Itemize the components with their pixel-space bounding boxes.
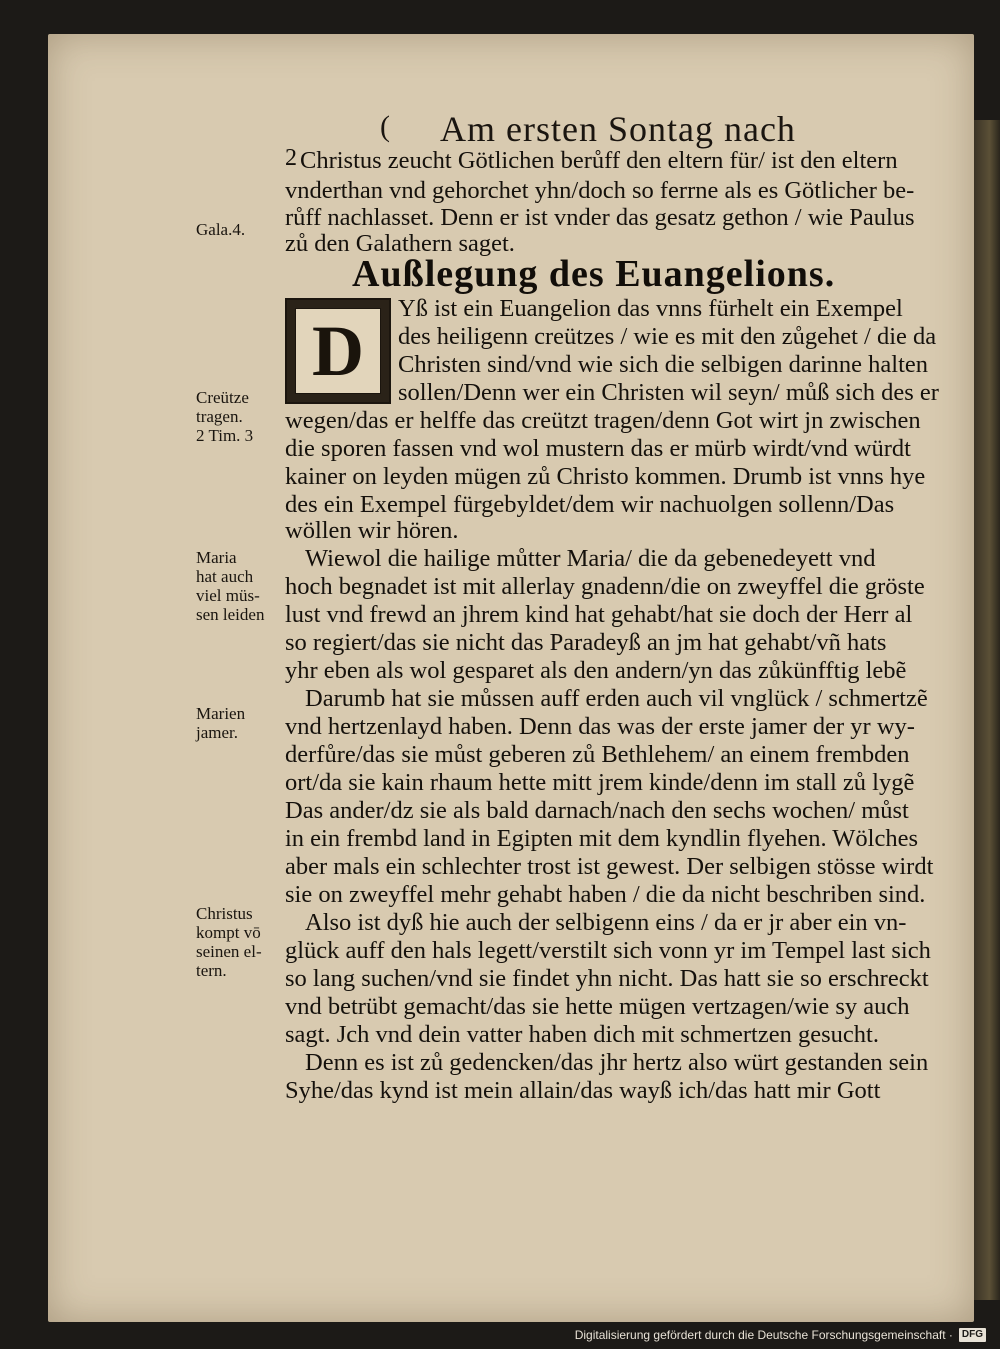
body-line: sagt. Jch vnd dein vatter haben dich mit schmertzen gesucht. xyxy=(285,1021,879,1048)
body-line: so regiert/das sie nicht das Paradeyß an jm hat gehabt/vñ hats xyxy=(285,629,887,656)
verse-line: zů den Galathern saget. xyxy=(285,230,515,257)
body-line: sollen/Denn wer ein Christen wil seyn/ můß sich des er xyxy=(398,379,939,406)
marginal-note-line: hat auch xyxy=(196,567,254,586)
body-line: in ein frembd land in Egipten mit dem kyndlin flyehen. Wölches xyxy=(285,825,919,852)
marginal-note-marien-jamer xyxy=(196,704,278,742)
body-line: wöllen wir hören. xyxy=(285,517,459,544)
body-line: hoch begnadet ist mit allerlay gnadenn/die on zweyffel die gröste xyxy=(285,573,925,600)
body-line: wegen/das er helffe das creützt tragen/denn Got wirt jn zwischen xyxy=(285,407,921,434)
marginal-note-line: viel müs- xyxy=(196,586,260,605)
body-line: des heiligenn creützes / wie es mit den zůgehet / die da xyxy=(398,323,937,350)
body-line: des ein Exempel fürgebyldet/dem wir nachuolgen sollenn/Das xyxy=(285,491,895,518)
section-heading: Außlegung des Euangelions. xyxy=(352,253,836,295)
footer-text: Digitalisierung gefördert durch die Deutsche Forschungsgemeinschaft · xyxy=(574,1328,953,1342)
marginal-note-line: Gala.4. xyxy=(196,220,246,239)
body-line: derfůre/das sie můst geberen zů Bethlehem/ an einem frembden xyxy=(285,741,910,768)
marginal-note-maria xyxy=(196,548,278,624)
body-line: Das ander/dz sie als bald darnach/nach den sechs wochen/ můst xyxy=(285,797,909,824)
verse-line: vnderthan vnd gehorchet yhn/doch so ferrne als es Götlicher be- xyxy=(285,177,915,204)
marginal-note-line: Creütze xyxy=(196,388,249,407)
dfg-logo: DFG xyxy=(959,1328,986,1342)
marginal-note-line: Marien xyxy=(196,704,246,723)
body-line: ort/da sie kain rhaum hette mitt jrem kinde/denn im stall zů lygẽ xyxy=(285,769,915,796)
body-line: aber mals ein schlechter trost ist gewest. Der selbigen stösse wirdt xyxy=(285,853,934,880)
body-line: so lang suchen/vnd sie findet yhn nicht. Das hatt sie so erschreckt xyxy=(285,965,929,992)
body-line: Also ist dyß hie auch der selbigenn eins / da er jr aber ein vn- xyxy=(305,909,907,936)
marginal-note-line: tern. xyxy=(196,961,227,980)
body-line: yhr eben als wol gesparet als den andern/yn das zůkünfftig lebẽ xyxy=(285,657,907,684)
marginal-note-line: sen leiden xyxy=(196,605,265,624)
marginal-note-line: seinen el- xyxy=(196,942,262,961)
body-line: Darumb hat sie můssen auff erden auch vil vnglück / schmertzẽ xyxy=(305,685,928,712)
marginal-note-line: jamer. xyxy=(196,723,239,742)
marginal-note-line: kompt vō xyxy=(196,923,261,942)
marginal-note-galatians xyxy=(196,220,278,239)
marginal-note-christus xyxy=(196,904,278,980)
digitization-footer xyxy=(575,1328,986,1342)
header-mark: ( xyxy=(380,110,390,143)
body-line: Syhe/das kynd ist mein allain/das wayß ich/das hatt mir Gott xyxy=(285,1077,881,1104)
body-line: Wiewol die hailige můtter Maria/ die da gebenedeyett vnd xyxy=(305,545,876,572)
body-line: vnd hertzenlayd haben. Denn das was der erste jamer der yr wy- xyxy=(285,713,915,740)
body-line: vnd betrübt gemacht/das sie hette mügen vertzagen/wie sy auch xyxy=(285,993,910,1020)
body-line: glück auff den hals legett/verstilt sich vonn yr im Tempel last sich xyxy=(285,937,931,964)
verse-line: Christus zeucht Götlichen berůff den eltern für/ ist den eltern xyxy=(300,147,898,174)
body-line: lust vnd frewd an jhrem kind hat gehabt/hat sie doch der Herr al xyxy=(285,601,913,628)
marginal-note-line: tragen. xyxy=(196,407,243,426)
marginal-note-line: Maria xyxy=(196,548,237,567)
marginal-note-cross xyxy=(196,388,278,445)
marginal-note-line: Christus xyxy=(196,904,253,923)
marginal-note-line: 2 Tim. 3 xyxy=(196,426,254,445)
decorated-initial xyxy=(285,298,391,404)
body-line: die sporen fassen vnd wol mustern das er mürb wirdt/vnd würdt xyxy=(285,435,911,462)
verse-number: 2 xyxy=(285,145,297,171)
verse-line: růff nachlasset. Denn er ist vnder das gesatz gethon / wie Paulus xyxy=(285,204,915,231)
body-line: kainer on leyden mügen zů Christo kommen. Drumb ist vnns hye xyxy=(285,463,926,490)
body-line: Denn es ist zů gedencken/das jhr hertz also würt gestanden sein xyxy=(305,1049,929,1076)
initial-letter: D xyxy=(295,308,381,394)
body-line: sie on zweyffel mehr gehabt haben / die da nicht beschriben sind. xyxy=(285,881,926,908)
body-line: Christen sind/vnd wie sich die selbigen darinne halten xyxy=(398,351,929,378)
running-header: Am ersten Sontag nach xyxy=(440,109,796,149)
body-line: Yß ist ein Euangelion das vnns fürhelt ein Exempel xyxy=(398,295,903,322)
